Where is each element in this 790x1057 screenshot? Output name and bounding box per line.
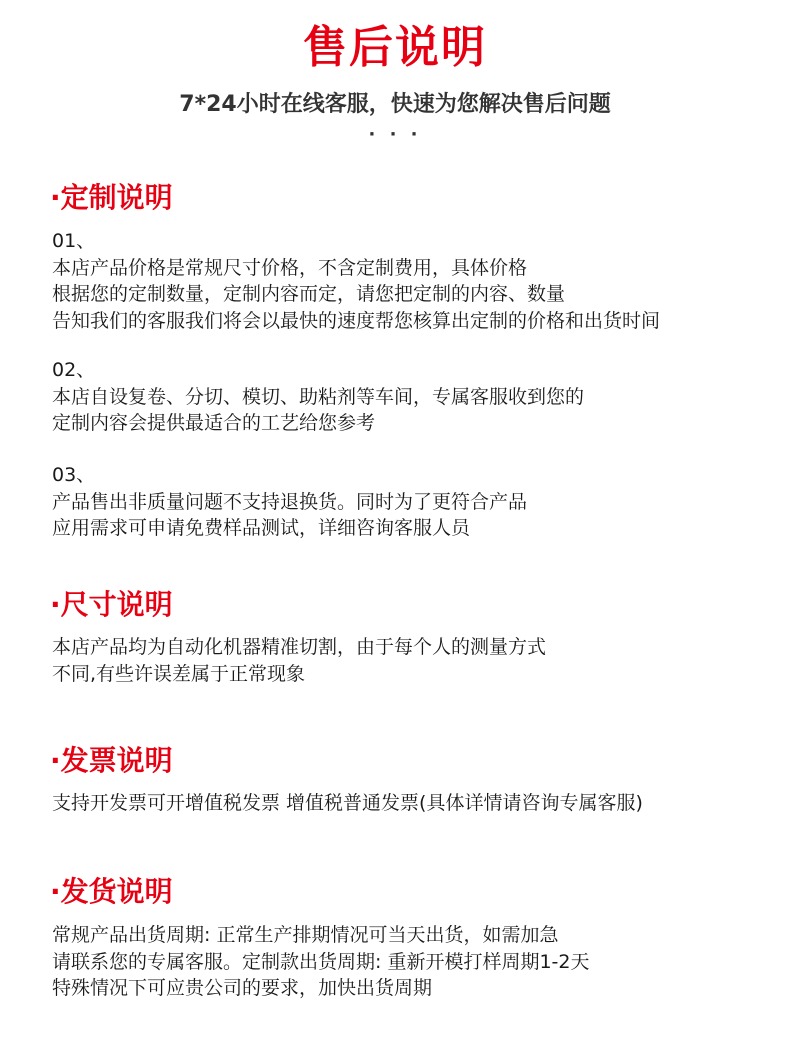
text-line: 本店产品价格是常规尺寸价格，不含定制费用，具体价格 xyxy=(52,256,528,279)
section-heading-size: ·尺寸说明 xyxy=(50,588,173,621)
item-number: 02、 xyxy=(52,359,96,381)
item-number: 03、 xyxy=(52,464,96,486)
text-line: 本店自设复卷、分切、模切、助粘剂等车间，专属客服收到您的 xyxy=(52,385,585,408)
text-line: 特殊情况下可应贵公司的要求，加快出货周期 xyxy=(52,977,433,999)
text-line: 产品售出非质量问题不支持退换货。同时为了更符合产品 xyxy=(52,490,528,513)
invoice-text xyxy=(52,790,770,817)
divider-dots: · · · xyxy=(368,124,422,145)
section-heading-invoice: ·发票说明 xyxy=(50,744,173,777)
text-line: 不同,有些许误差属于正常现象 xyxy=(52,662,306,685)
text-line: 支持开发票可开增值税发票 增值税普通发票(具体详情请咨询专属客服) xyxy=(52,792,643,814)
custom-item-1 xyxy=(52,228,770,334)
text-line: 定制内容会提供最适合的工艺给您参考 xyxy=(52,412,376,434)
size-text xyxy=(52,634,770,687)
item-number: 01、 xyxy=(52,230,96,252)
text-line: 根据您的定制数量，定制内容而定，请您把定制的内容、数量 xyxy=(52,283,566,305)
custom-item-3 xyxy=(52,462,770,542)
shipping-text xyxy=(52,922,770,1002)
page-title: 售后说明 xyxy=(303,22,487,73)
text-line: 应用需求可申请免费样品测试，详细咨询客服人员 xyxy=(52,517,471,539)
custom-item-2 xyxy=(52,357,770,437)
text-line: 请联系您的专属客服。定制款出货周期: 重新开模打样周期1-2天 xyxy=(52,950,590,973)
text-line: 本店产品均为自动化机器精准切割，由于每个人的测量方式 xyxy=(52,636,547,658)
section-heading-shipping: ·发货说明 xyxy=(50,875,173,908)
section-heading-custom: ·定制说明 xyxy=(50,181,173,214)
text-line: 告知我们的客服我们将会以最快的速度帮您核算出定制的价格和出货时间 xyxy=(52,309,661,332)
page-subtitle: 7*24小时在线客服，快速为您解决售后问题 xyxy=(179,92,611,117)
text-line: 常规产品出货周期: 正常生产排期情况可当天出货，如需加急 xyxy=(52,924,559,946)
